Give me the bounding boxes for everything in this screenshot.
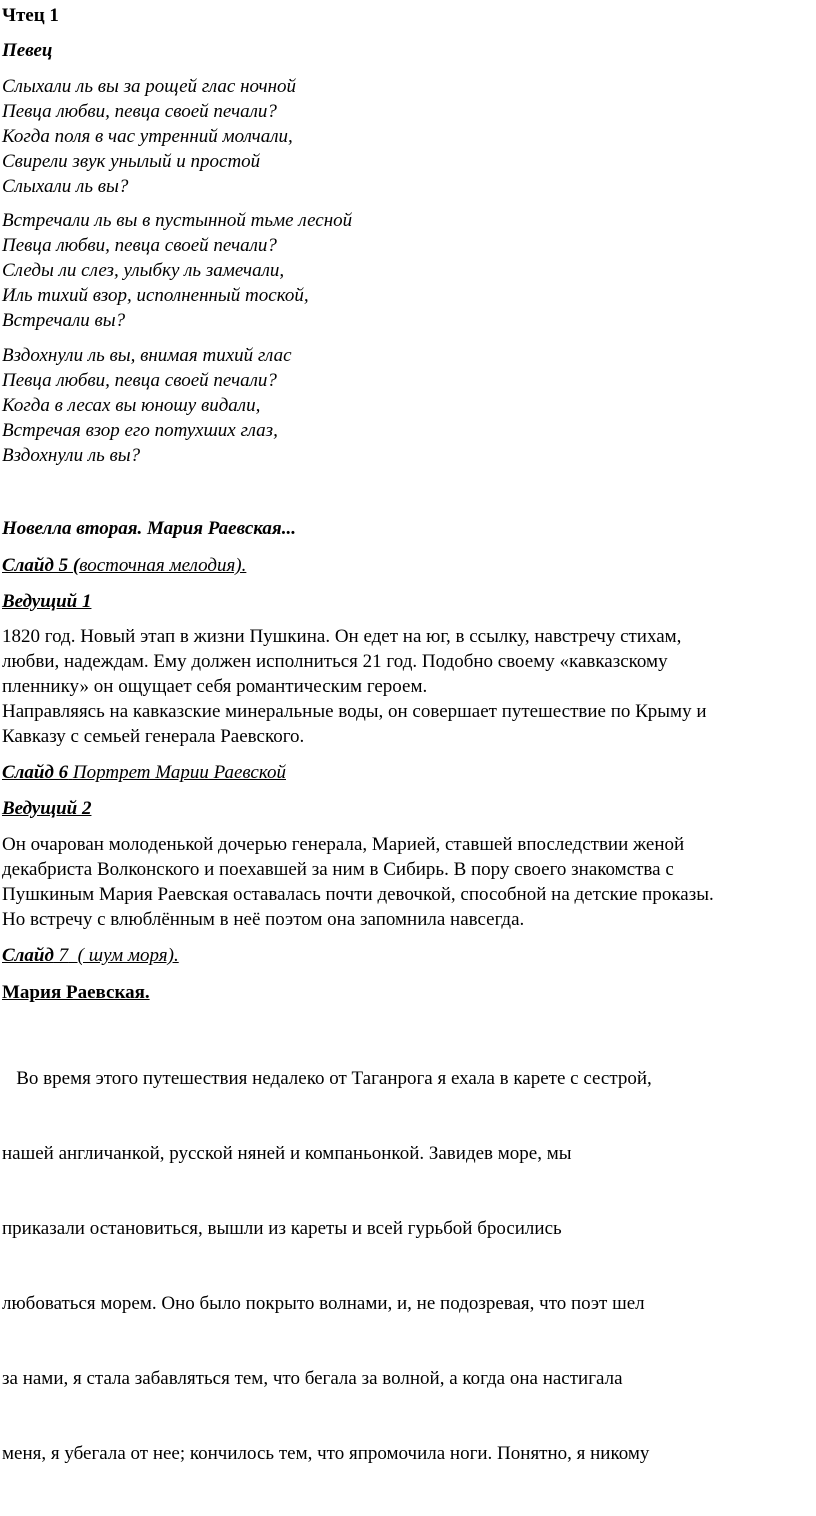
paragraph-line: декабриста Волконского и поехавшей за ним в Сибирь. В пору своего знакомства с xyxy=(2,859,674,880)
poem-line: Певца любви, певца своей печали? xyxy=(2,370,277,391)
slide-7-note: ( шум моря). xyxy=(68,945,179,966)
slide-7-number: 7 xyxy=(53,945,69,966)
host-2-label: Ведущий 2 xyxy=(2,798,92,819)
slide-5-heading xyxy=(2,553,246,578)
poem-title: Певец xyxy=(2,40,53,61)
paragraph-line: Но встречу с влюблённым в неё поэтом она запомнила навсегда. xyxy=(2,909,525,930)
slide-6-heading xyxy=(2,760,286,785)
slide-5-label: Слайд 5 ( xyxy=(2,555,80,576)
novella-title: Новелла вторая. Мария Раевская... xyxy=(2,518,296,539)
slide-7-heading xyxy=(2,943,179,968)
paragraph-line: Он очарован молоденькой дочерью генерала, Марией, ставшей впоследствии женой xyxy=(2,834,685,855)
paragraph-line: нашей англичанкой, русской няней и компаньонкой. Завидев море, мы xyxy=(2,1143,572,1164)
paragraph-line: пленнику» он ощущает себя романтическим героем. xyxy=(2,676,428,697)
paragraph-line: меня, я убегала от нее; кончилось тем, что япромочила ноги. Понятно, я никому xyxy=(2,1443,650,1464)
poem-line: Слыхали ль вы за рощей глас ночной xyxy=(2,76,297,97)
poem-stanza-3 xyxy=(2,343,292,468)
poem-line: Иль тихий взор, исполненный тоской, xyxy=(2,285,309,306)
slide-6-label: Слайд 6 xyxy=(2,762,69,783)
poem-line: Певца любви, певца своей печали? xyxy=(2,101,277,122)
poem-line: Встречая взор его потухших глаз, xyxy=(2,420,278,441)
slide-5-note: восточная мелодия). xyxy=(79,555,247,576)
poem-line: Встречали ль вы в пустынной тьме лесной xyxy=(2,210,353,231)
poem-line: Слыхали ль вы? xyxy=(2,176,129,197)
paragraph-line: Во время этого путешествия недалеко от Таганрога я ехала в карете с сестрой, xyxy=(2,1068,652,1089)
poem-line: Встречали вы? xyxy=(2,310,126,331)
slide-6-note: Портрет Марии Раевской xyxy=(72,762,286,783)
poem-line: Свирели звук унылый и простой xyxy=(2,151,261,172)
paragraph-line: Пушкиным Мария Раевская оставалась почти девочкой, способной на детские проказы. xyxy=(2,884,714,905)
maria-label: Мария Раевская. xyxy=(2,982,150,1003)
paragraph-line: Кавказу с семьей генерала Раевского. xyxy=(2,726,305,747)
poem-line: Когда в лесах вы юношу видали, xyxy=(2,395,261,416)
reader-label: Чтец 1 xyxy=(2,5,59,26)
poem-line: Следы ли слез, улыбку ль замечали, xyxy=(2,260,285,281)
paragraph-line: любоваться морем. Оно было покрыто волнами, и, не подозревая, что поэт шел xyxy=(2,1293,645,1314)
paragraph-line: за нами, я стала забавляться тем, что бегала за волной, а когда она настигала xyxy=(2,1368,623,1389)
poem-line: Вздохнули ль вы, внимая тихий глас xyxy=(2,345,292,366)
maria-text xyxy=(2,1016,652,1516)
host-2-text xyxy=(2,832,714,932)
host-1-text xyxy=(2,624,707,749)
paragraph-line: Направляясь на кавказские минеральные воды, он совершает путешествие по Крыму и xyxy=(2,701,707,722)
poem-line: Певца любви, певца своей печали? xyxy=(2,235,277,256)
paragraph-line: любви, надеждам. Ему должен исполниться 21 год. Подобно своему «кавказскому xyxy=(2,651,668,672)
host-1-label: Ведущий 1 xyxy=(2,591,92,612)
poem-stanza-2 xyxy=(2,208,352,333)
poem-line: Вздохнули ль вы? xyxy=(2,445,141,466)
poem-stanza-1 xyxy=(2,74,296,199)
paragraph-line: приказали остановиться, вышли из кареты и всей гурьбой бросились xyxy=(2,1218,562,1239)
poem-line: Когда поля в час утренний молчали, xyxy=(2,126,293,147)
paragraph-line: 1820 год. Новый этап в жизни Пушкина. Он едет на юг, в ссылку, навстречу стихам, xyxy=(2,626,682,647)
slide-7-label: Слайд xyxy=(2,945,54,966)
